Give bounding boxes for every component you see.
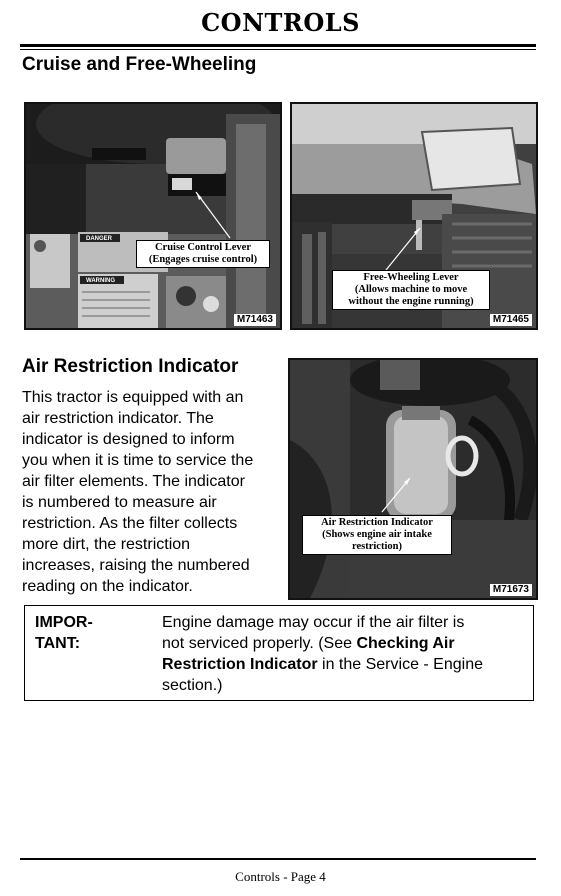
- photo-cruise-control: [24, 102, 282, 330]
- paragraph-line: air filter elements. The indicator: [22, 473, 245, 490]
- paragraph-line: reading on the indicator.: [22, 578, 193, 595]
- photo-cruise-graphic: [26, 104, 280, 328]
- important-line1: Engine damage may occur if the air filter is: [162, 614, 465, 631]
- page-title: CONTROLS: [201, 8, 360, 37]
- important-message: [162, 612, 532, 696]
- photo-air-restriction-indicator: [288, 358, 538, 600]
- important-line4: section.): [162, 677, 223, 694]
- link-checking-air: Checking Air: [356, 635, 455, 652]
- callout-freewheel-desc-2: without the engine running): [348, 296, 474, 307]
- important-label: [35, 612, 93, 654]
- photo-air-indicator-graphic: [290, 360, 536, 598]
- paragraph-line: is numbered to measure air: [22, 494, 217, 511]
- figure-code-m71463: M71463: [234, 314, 276, 326]
- page-footer: Controls - Page 4: [235, 869, 326, 884]
- photo-free-wheeling: [290, 102, 538, 330]
- air-restriction-paragraph: [22, 387, 284, 597]
- section-heading-air-restriction: Air Restriction Indicator: [22, 356, 239, 377]
- sticker-danger-text: DANGER: [86, 236, 113, 242]
- title-rule-thin: [20, 49, 536, 50]
- callout-air-desc-1: (Shows engine air intake: [322, 529, 432, 540]
- callout-cruise-desc: (Engages cruise control): [148, 254, 258, 265]
- sticker-warning-text: WARNING: [86, 278, 115, 284]
- important-notice-box: [24, 605, 534, 701]
- callout-air-title: Air Restriction Indicator: [321, 517, 433, 528]
- paragraph-line: restriction. As the filter collects: [22, 515, 238, 532]
- title-rule-thick: [20, 44, 536, 47]
- important-label-line2: TANT:: [35, 635, 81, 652]
- callout-cruise-lever: [136, 240, 270, 268]
- paragraph-line: you when it is time to service the: [22, 452, 254, 469]
- important-line3: Restriction Indicator in the Service - Engine: [162, 656, 483, 673]
- paragraph-line: indicator is designed to inform: [22, 431, 235, 448]
- callout-freewheel-lever: [332, 270, 490, 310]
- paragraph-line: increases, raising the numbered: [22, 557, 250, 574]
- important-label-line1: IMPOR-: [35, 614, 93, 631]
- paragraph-line: more dirt, the restriction: [22, 536, 191, 553]
- callout-freewheel-title: Free-Wheeling Lever: [363, 272, 459, 283]
- footer-rule: [20, 858, 536, 860]
- section-heading-cruise: Cruise and Free-Wheeling: [22, 54, 257, 75]
- figure-code-m71465: M71465: [490, 314, 532, 326]
- callout-freewheel-desc-1: (Allows machine to move: [354, 284, 468, 295]
- paragraph-line: air restriction indicator. The: [22, 410, 214, 427]
- important-line2: not serviced properly. (See Checking Air: [162, 635, 455, 652]
- figure-code-m71673: M71673: [490, 584, 532, 596]
- link-restriction-indicator: Restriction Indicator: [162, 656, 318, 673]
- paragraph-line: This tractor is equipped with an: [22, 389, 244, 406]
- callout-air-desc-2: restriction): [352, 541, 402, 552]
- callout-air-indicator: [302, 515, 452, 555]
- callout-cruise-title: Cruise Control Lever: [154, 242, 252, 253]
